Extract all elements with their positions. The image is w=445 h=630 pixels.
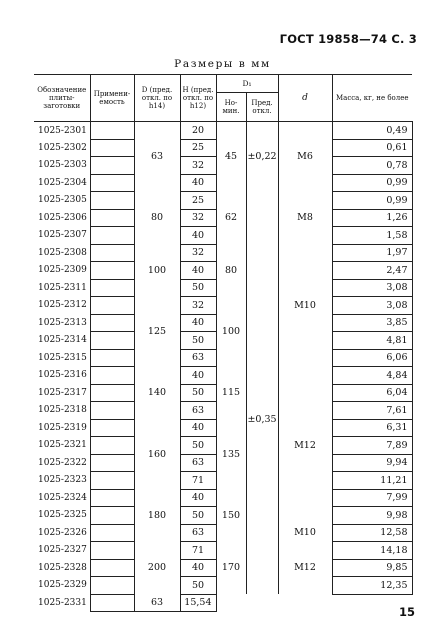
table-row [34,542,412,560]
cell-mass: 3,08 [332,297,412,315]
col-header-D1-tolerance: Пред. откл. [246,93,278,122]
cell-designation: 1025-2325 [38,510,87,521]
cell-application [90,122,134,140]
cell-mass: 1,26 [332,209,412,227]
cell-H: 25 [180,139,216,157]
cell-mass: 12,35 [332,577,412,595]
cell-application [90,559,134,577]
cell-H: 32 [180,157,216,175]
cell-designation: 1025-2317 [38,387,87,398]
cell-designation: 1025-2313 [38,317,87,328]
cell-d: M10 [278,244,332,367]
col-header-designation: Обозначение плиты-заготовки [34,75,90,122]
cell-H: 63 [180,349,216,367]
cell-application [90,332,134,350]
cell-designation: 1025-2302 [38,142,87,153]
col-header-d: d [278,75,332,122]
cell-H: 71 [180,472,216,490]
cell-designation: 1025-2322 [38,457,87,468]
cell-H: 40 [180,559,216,577]
table-caption: Размеры в мм [174,58,271,70]
cell-mass: 3,08 [332,279,412,297]
cell-mass: 14,18 [332,542,412,560]
col-header-H: H (пред. откл. по h12) [180,75,216,122]
cell-application [90,524,134,542]
cell-application [90,594,134,612]
cell-D1-nominal: 115 [216,367,246,420]
cell-D1-nominal: 170 [216,542,246,595]
cell-mass: 1,58 [332,227,412,245]
cell-application [90,472,134,490]
cell-D1-tolerance [246,192,278,245]
cell-mass: 9,98 [332,507,412,525]
page-number: 15 [398,605,415,619]
table-row [34,594,412,612]
col-header-D1: D₁ [216,75,278,93]
cell-application [90,227,134,245]
cell-designation: 1025-2309 [38,265,87,276]
cell-mass: 6,31 [332,419,412,437]
cell-H: 71 [180,542,216,560]
cell-application [90,577,134,595]
cell-D1-nominal: 100 [216,297,246,367]
cell-designation: 1025-2327 [38,545,87,556]
table-row [34,122,412,140]
cell-H: 63 [180,524,216,542]
cell-application [90,192,134,210]
cell-H: 40 [180,262,216,280]
cell-H: 32 [180,209,216,227]
cell-designation: 1025-2301 [38,125,87,136]
cell-application [90,262,134,280]
cell-D: 140 [134,367,180,420]
cell-H: 50 [180,577,216,595]
cell-D: 200 [134,542,180,595]
cell-d: M12 [278,542,332,595]
cell-designation: 1025-2315 [38,352,87,363]
col-header-application: Примени-емость [90,75,134,122]
cell-H: 20 [180,122,216,140]
cell-designation: 1025-2307 [38,230,87,241]
cell-designation: 1025-2324 [38,492,87,503]
cell-application [90,419,134,437]
cell-designation: 1025-2318 [38,405,87,416]
table-row [34,297,412,315]
cell-mass: 4,81 [332,332,412,350]
cell-H: 63 [180,402,216,420]
cell-H: 50 [180,507,216,525]
cell-mass: 15,54 [180,594,216,612]
cell-application [90,314,134,332]
table-row [34,489,412,507]
cell-d: M8 [278,192,332,245]
cell-designation: 1025-2303 [38,160,87,171]
cell-mass: 0,78 [332,157,412,175]
col-header-D: D (пред. откл. по h14) [134,75,180,122]
cell-H: 50 [180,384,216,402]
cell-H: 40 [180,174,216,192]
cell-designation: 1025-2308 [38,247,87,258]
cell-application [90,454,134,472]
cell-mass: 7,99 [332,489,412,507]
cell-mass: 9,85 [332,559,412,577]
cell-D: 100 [134,244,180,297]
cell-mass: 6,04 [332,384,412,402]
cell-application [90,437,134,455]
cell-H: 50 [180,279,216,297]
cell-designation: 1025-2328 [38,562,87,573]
cell-mass: 3,85 [332,314,412,332]
cell-mass: 0,61 [332,139,412,157]
cell-H: 40 [180,419,216,437]
cell-D: 125 [134,297,180,367]
cell-mass: 4,84 [332,367,412,385]
cell-d: M6 [278,122,332,192]
cell-D: 80 [134,192,180,245]
cell-D: 160 [134,419,180,489]
cell-designation: 1025-2306 [38,212,87,223]
cell-application [90,489,134,507]
cell-application [90,349,134,367]
cell-D: 180 [134,489,180,542]
cell-designation: 1025-2314 [38,335,87,346]
cell-mass: 12,58 [332,524,412,542]
cell-D1-nominal: 80 [216,244,246,297]
col-header-mass: Масса, кг, не более [332,75,412,122]
cell-application [90,157,134,175]
cell-designation: 1025-2321 [38,440,87,451]
cell-designation: 1025-2319 [38,422,87,433]
table-row [34,244,412,262]
table-row [34,419,412,437]
cell-designation: 1025-2323 [38,475,87,486]
cell-designation: 1025-2311 [38,282,87,293]
cell-application [90,384,134,402]
cell-mass: 11,21 [332,472,412,490]
cell-application [90,139,134,157]
cell-d: M10 [278,524,332,542]
cell-mass: 1,97 [332,244,412,262]
cell-mass: 6,06 [332,349,412,367]
cell-designation: 1025-2331 [38,597,87,608]
cell-mass: 0,49 [332,122,412,140]
cell-mass: 7,61 [332,402,412,420]
cell-application [90,402,134,420]
cell-H: 25 [180,192,216,210]
cell-designation: 1025-2329 [38,580,87,591]
cell-H: 63 [134,594,180,612]
cell-mass: 9,94 [332,454,412,472]
cell-H: 50 [180,437,216,455]
cell-application [90,209,134,227]
cell-mass: 0,99 [332,192,412,210]
cell-designation: 1025-2305 [38,195,87,206]
cell-designation: 1025-2304 [38,177,87,188]
document-header: ГОСТ 19858—74 С. 3 [279,32,417,46]
cell-H: 32 [180,297,216,315]
cell-designation: 1025-2326 [38,527,87,538]
cell-H: 40 [180,227,216,245]
cell-D1-nominal: 62 [216,192,246,245]
cell-D: 63 [134,122,180,192]
cell-D1-nominal: 45 [216,122,246,192]
cell-D1-nominal: 150 [216,489,246,542]
cell-D1-tolerance: ±0,22 [246,122,278,192]
cell-d: M12 [278,367,332,525]
cell-H: 50 [180,332,216,350]
cell-H: 32 [180,244,216,262]
cell-H: 40 [180,367,216,385]
cell-mass: 2,47 [332,262,412,280]
cell-mass: 0,99 [332,174,412,192]
cell-application [90,297,134,315]
cell-H: 40 [180,489,216,507]
cell-application [90,507,134,525]
cell-application [90,244,134,262]
cell-D1-tolerance: ±0,35 [246,244,278,594]
cell-application [90,279,134,297]
cell-designation: 1025-2312 [38,300,87,311]
table-row [34,192,412,210]
cell-application [90,367,134,385]
table-row [34,367,412,385]
cell-H: 40 [180,314,216,332]
cell-H: 63 [180,454,216,472]
cell-application [90,542,134,560]
cell-mass: 7,89 [332,437,412,455]
cell-D1-nominal: 135 [216,419,246,489]
dimensions-table [34,74,413,612]
col-header-D1-nominal: Но-мин. [216,93,246,122]
cell-application [90,174,134,192]
cell-designation: 1025-2316 [38,370,87,381]
